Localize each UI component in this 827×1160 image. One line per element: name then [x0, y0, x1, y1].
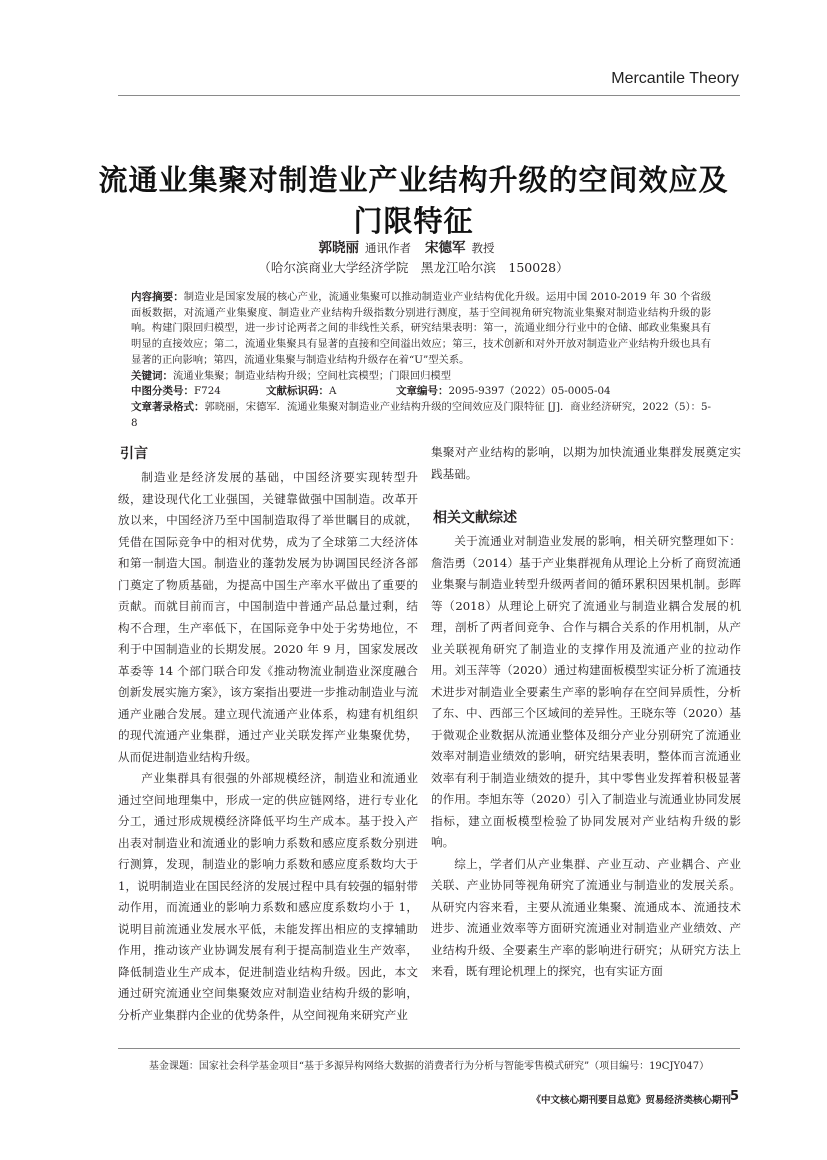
column-right	[431, 442, 741, 983]
paragraph: 关于流通业对制造业发展的影响，相关研究整理如下：詹浩勇（2014）基于产业集群视角从理论上分析了商贸流通业集聚与制造业转型升级两者间的循环累积因果机制。彭晖等（2018）从理论上研究了流通业与制造业耦合发展的机理，剖析了两者间竞争、合作与耦合关系的作用机制，从产业关联视角研究了制造业的支撑作用及流通产业的拉动作用。刘玉萍等（2020）通过构建面板模型实证分析了流通技术进步对制造业全要素生产率的影响存在空间异质性，分析了东、中、西部三个区域间的差异性。王晓东等（2020）基于微观企业数据从流通业整体及细分产业分别研究了流通业效率对制造业绩效的影响，研究结果表明，整体而言流通业效率有利于制造业绩效的提升，其中零售业发挥着积极显著的作用。李旭东等（2020）引入了制造业与流通业协同发展指标，建立面板模型检验了协同发展对产业结构升级的影响。	[431, 534, 741, 849]
article-id-label: 文章编号：	[396, 385, 449, 398]
affiliation: （哈尔滨商业大学经济学院 黑龙江哈尔滨 150028）	[258, 260, 569, 275]
footer-rule	[118, 1048, 740, 1049]
abstract	[131, 290, 711, 369]
header-rule	[118, 95, 740, 96]
author-name: 宋德军	[425, 240, 466, 256]
author-name: 郭晓丽	[318, 240, 359, 256]
section-heading-literature: 相关文献综述	[433, 510, 517, 526]
column-left	[118, 442, 418, 1026]
section-label: Mercantile Theory	[611, 70, 739, 87]
section-heading-intro: 引言	[120, 446, 148, 462]
citation	[131, 400, 711, 431]
keywords-text: 流通业集聚；制造业结构升级；空间杜宾模型；门限回归模型	[173, 369, 452, 382]
citation-text: 郭晓丽，宋德军．流通业集聚对制造业产业结构升级的空间效应及门限特征 [J]．商业经济研究，2022（5）：5-8	[131, 400, 711, 429]
keywords	[131, 369, 711, 385]
paragraph: 综上，学者们从产业集群、产业互动、产业耦合、产业关联、产业协同等视角研究了流通业与制造业的发展关系。从研究内容来看，主要从流通业集聚、流通成本、流通技术进步、流通业效率等方面研究流通业对制造业产业绩效、产业结构升级、全要素生产率的影响进行研究；从研究方法上来看，既有理论机理上的探究，也有实证方面	[431, 856, 741, 978]
page-number: 5	[729, 1089, 739, 1104]
paragraph: 产业集群具有很强的外部规模经济，制造业和流通业通过空间地理集中，形成一定的供应链网络，进行专业化分工，通过形成规模经济降低平均生产成本。基于投入产出表对制造业和流通业的影响力系数和感应度系数分别进行测算，发现，制造业的影响力系数和感应度系数均大于 1，说明制造业在国民经济的发展过程中具有较强的辐射带动作用，而流通业的影响力系数和感应度系数均小于 1，说明目前流通业发展水平低，未能发挥出相应的支撑辅助作用，推动该产业协调发展有利于提高制造业生产效率，降低制造业生产成本，促进制造业结构升级。因此，本文通过研究流通业空间集聚效应对制造业结构升级的影响，分析产业集群内企业的优势条件，从空间视角来研究产业	[118, 771, 418, 1022]
paragraph: 制造业是经济发展的基础，中国经济要实现转型升级，建设现代化工业强国，关键靠做强中国制造。改革开放以来，中国经济乃至中国制造取得了举世瞩目的成就，凭借在国际竞争中的相对优势，成为了全球第二大经济体和第一制造大国。制造业的蓬勃发展为协调国民经济各部门奠定了物质基础，为提高中国生产率水平做出了重要的贡献。而就目前而言，中国制造中普通产品总量过剩，结构不合理，生产率低下，在国际竞争中处于劣势地位，不利于中国制造业的长期发展。2020 年 9 月，国家发展改革委等 14 个部门联合印发《推动物流业制造业深度融合创新发展实施方案》，该方案指出要进一步推动制造业与流通产业融合发展。建立现代流通产业体系，构建有机组织的现代流通产业集群，通过产业关联发挥产业集聚优势，从而促进制造业结构升级。	[118, 470, 418, 764]
classification-line	[131, 384, 711, 400]
section-gap	[431, 485, 741, 506]
author-role: 教授	[471, 241, 495, 255]
article-id-value: 2095-9397（2022）05-0005-04	[448, 385, 611, 398]
article-title: 流通业集聚对制造业产业结构升级的空间效应及门限特征	[98, 163, 729, 238]
paragraph-continuation: 集聚对产业结构的影响，以期为加快流通业集群发展奠定实践基础。	[431, 445, 741, 481]
clc-value: F724	[194, 385, 221, 398]
doc-code-value: A	[329, 385, 337, 398]
citation-label: 文章著录格式：	[131, 400, 205, 413]
clc-label: 中图分类号：	[131, 385, 194, 398]
keywords-label: 关键词：	[131, 369, 173, 382]
journal-name: 《中文核心期刊要目总览》贸易经济类核心期刊	[531, 1095, 731, 1106]
author-role: 通讯作者	[365, 241, 411, 255]
funding-note: 基金课题：国家社会科学基金项目“基于多源异构网络大数据的消费者行为分析与智能零售模式研究”（项目编号：19CJY047）	[148, 1061, 710, 1072]
abstract-label: 内容摘要：	[131, 291, 184, 303]
abstract-text: 制造业是国家发展的核心产业，流通业集聚可以推动制造业产业结构优化升级。运用中国 2010-2019 年 30 个省级面板数据，对流通产业集聚度、制造业产业结构升级指数分别进行测度，基于空间视角研究物流业集聚对制造业结构升级的影响。构建门限回归模型，进一步讨论两者之间的非线性关系，研究结果表明：第一，流通业细分行业中的仓储、邮政业集聚具有明显的直接效应；第二，流通业集聚具有显著的直接和空间溢出效应；第三，技术创新和对外开放对制造业产业结构升级也具有显著的正向影响；第四，流通业集聚与制造业结构升级存在着“U”型关系。	[131, 291, 711, 366]
doc-code-label: 文献标识码：	[266, 385, 329, 398]
abstract-block	[131, 290, 711, 431]
author-line	[90, 236, 737, 256]
